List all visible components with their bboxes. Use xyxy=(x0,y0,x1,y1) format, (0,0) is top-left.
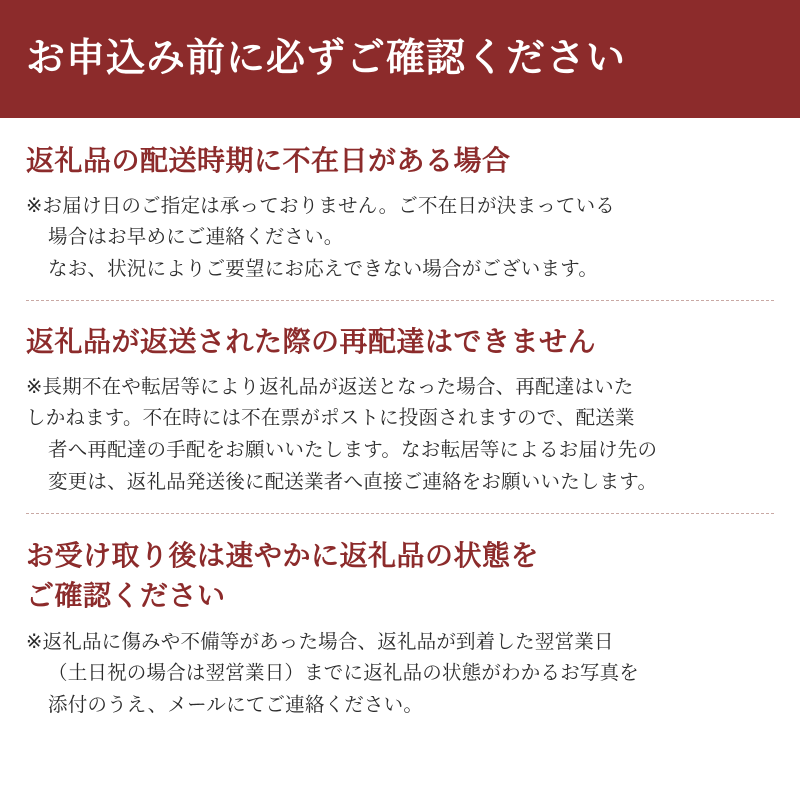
section-heading-line: お受け取り後は速やかに返礼品の状態を xyxy=(26,539,540,573)
notice-section-inspection xyxy=(26,513,774,736)
section-body xyxy=(26,371,774,497)
section-heading xyxy=(26,536,774,616)
body-line: 変更は、返礼品発送後に配送業者へ直接ご連絡をお願いいたします。 xyxy=(48,469,658,493)
body-line: 添付のうえ、メールにてご連絡ください。 xyxy=(48,692,424,716)
body-line: ※長期不在や転居等により返礼品が返送となった場合、再配達はいた xyxy=(26,374,634,398)
body-line: ※お届け日のご指定は承っておりません。ご不在日が決まっている xyxy=(26,193,616,217)
section-body xyxy=(26,626,774,721)
page-header xyxy=(0,0,800,118)
notice-section-redelivery xyxy=(26,300,774,513)
section-heading: 返礼品の配送時期に不在日がある場合 xyxy=(26,144,511,177)
body-line: しかねます。不在時には不在票がポストに投函されますので、配送業 xyxy=(26,406,635,430)
section-heading-line: ご確認ください xyxy=(26,578,226,612)
section-heading: 返礼品が返送された際の再配達はできません xyxy=(26,325,597,359)
section-body xyxy=(26,190,774,285)
notice-content xyxy=(0,118,800,800)
body-line: 場合はお早めにご連絡ください。 xyxy=(48,225,344,249)
body-line: （土日祝の場合は翌営業日）までに返礼品の状態がわかるお写真を xyxy=(48,661,640,685)
body-line: なお、状況によりご要望にお応えできない場合がございます。 xyxy=(48,256,599,280)
page-title: お申込み前に必ずご確認ください xyxy=(26,35,627,81)
body-line: 者へ再配達の手配をお願いいたします。なお転居等によるお届け先の xyxy=(48,437,658,461)
body-line: ※返礼品に傷みや不備等があった場合、返礼品が到着した翌営業日 xyxy=(26,629,614,653)
notice-section-absence xyxy=(26,118,774,300)
